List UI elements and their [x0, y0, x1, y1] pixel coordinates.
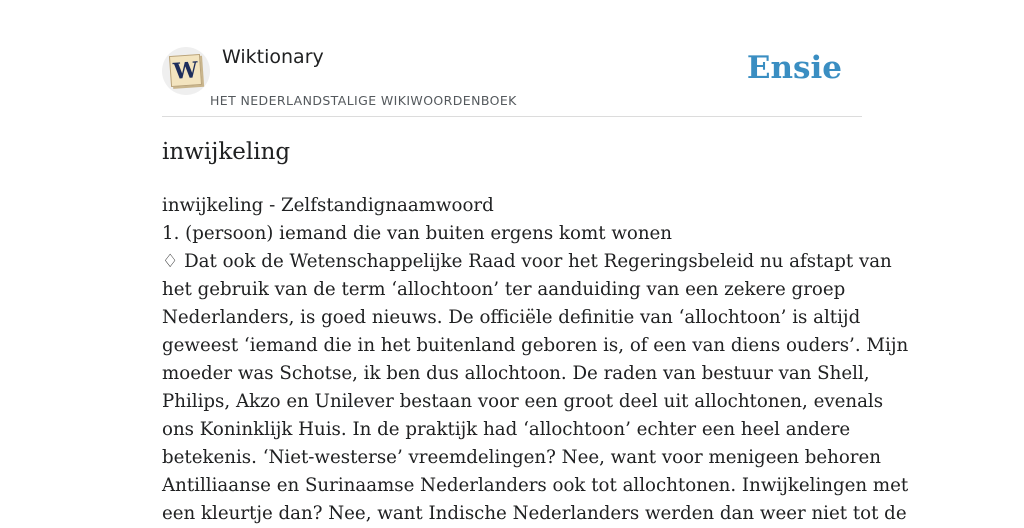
logo-letter: W	[172, 56, 199, 85]
site-name[interactable]: Wiktionary	[222, 46, 324, 68]
ensie-brand-logo[interactable]: Ensie	[746, 50, 842, 86]
example-line: ons Koninklijk Huis. In de praktijk had ‘allochtoon’ echter een heel andere	[162, 419, 851, 440]
page-title: inwijkeling	[162, 139, 291, 165]
definition-line: 1. (persoon) iemand die van buiten ergens komt wonen	[162, 223, 673, 244]
example-line: een kleurtje dan? Nee, want Indische Nederlanders werden dan weer niet tot de	[162, 503, 907, 524]
example-line: moeder was Schotse, ik ben dus allochtoon. De raden van bestuur van Shell,	[162, 363, 870, 384]
word-type-line: inwijkeling - Zelfstandignaamwoord	[162, 195, 494, 216]
example-line: betekenis. ‘Niet-westerse’ vreemdelingen? Nee, want voor menigeen behoren	[162, 447, 881, 468]
site-header	[162, 0, 862, 117]
wiktionary-tile-icon	[169, 54, 202, 87]
article-content	[162, 192, 909, 528]
example-paragraph	[162, 248, 909, 528]
example-line: Antilliaanse en Surinaamse Nederlanders ook tot allochtonen. Inwijkelingen met	[162, 475, 909, 496]
example-line: Nederlanders, is goed nieuws. De officiële definitie van ‘allochtoon’ is altijd	[162, 307, 861, 328]
wiktionary-logo[interactable]	[162, 47, 210, 95]
example-line: ♢ Dat ook de Wetenschappelijke Raad voor het Regeringsbeleid nu afstapt van	[162, 251, 892, 272]
example-line: het gebruik van de term ‘allochtoon’ ter aanduiding van een zekere groep	[162, 279, 846, 300]
example-line: geweest ‘iemand die in het buitenland geboren is, of een van diens ouders’. Mijn	[162, 335, 909, 356]
site-tagline: HET NEDERLANDSTALIGE WIKIWOORDENBOEK	[210, 93, 517, 108]
example-line: Philips, Akzo en Unilever bestaan voor een groot deel uit allochtonen, evenals	[162, 391, 884, 412]
